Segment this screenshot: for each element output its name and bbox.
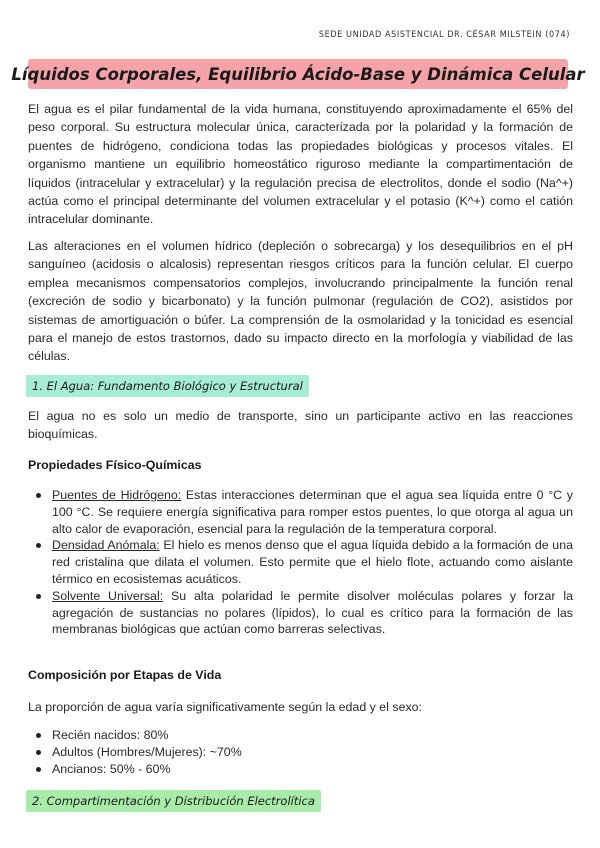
title-banner xyxy=(11,59,585,89)
document-title: Líquidos Corporales, Equilibrio Ácido-Base y Dinámica Celular xyxy=(11,64,585,84)
composition-item: Adultos (Hombres/Mujeres): ~70% xyxy=(52,744,242,759)
bullet-icon xyxy=(36,594,41,599)
list-item xyxy=(28,727,573,744)
section-1-intro: El agua no es solo un medio de transporte, sino un participante activo en las reacciones bioquímicas. xyxy=(28,409,573,442)
composition-item: Ancianos: 50% - 60% xyxy=(52,761,171,776)
property-term: Puentes de Hidrógeno: xyxy=(52,488,182,502)
list-item xyxy=(28,487,573,537)
property-term: Densidad Anómala: xyxy=(52,538,160,553)
bullet-icon xyxy=(36,543,41,548)
section-2-heading-text: 2. Compartimentación y Distribución Electrolítica xyxy=(32,794,315,808)
section-1-heading xyxy=(26,375,309,397)
bullet-icon xyxy=(36,733,41,738)
composition-item: Recién nacidos: 80% xyxy=(52,728,169,742)
list-item xyxy=(28,537,573,587)
bullet-icon xyxy=(36,493,41,498)
bullet-icon xyxy=(36,750,41,755)
property-text: El hielo es menos denso que el agua líquida debido a la formación de una red cristalina que dilata el volumen. Esto permite que el hielo flote, actuando como aislante térmico en ecosistemas acuáticos. xyxy=(52,538,573,586)
property-term: Solvente Universal: xyxy=(52,588,164,603)
properties-list xyxy=(28,487,573,638)
intro-paragraph-1: El agua es el pilar fundamental de la vida humana, constituyendo aproximadamente el 65% del peso corporal. Su estructura molecular única, caracterizada por la polaridad y la formación de puentes de hidrógeno, condiciona todas las propiedades biológicas y procesos vitales. El organismo mantiene un equilibrio homeostático riguroso mediante la compartimentación de líquidos (intracelular y extracelular) y la regulación precisa de electrolitos, donde el sodio (Na^+) actúa como el principal determinante del volumen extracelular y el potasio (K^+) como el catión intracelular dominante. xyxy=(28,102,573,227)
institution-header: SEDE UNIDAD ASISTENCIAL DR. CÉSAR MILSTEIN (074) xyxy=(318,30,570,40)
composition-heading: Composición por Etapas de Vida xyxy=(28,668,222,682)
property-text: Estas interacciones determinan que el agua sea líquida entre 0 °C y 100 °C. Se requiere energía significativa para romper estos puentes, lo que otorga al agua un alto calor de evaporación, esencial para la regulación de la temperatura corporal. xyxy=(52,488,573,536)
property-text: Su alta polaridad le permite disolver moléculas polares y forzar la agregación de sustancias no polares (lípidos), lo cual es crítico para la formación de las membranas biológicas que actúan como barreras selectivas. xyxy=(52,588,573,637)
section-1-heading-text: 1. El Agua: Fundamento Biológico y Estructural xyxy=(32,379,303,393)
list-item xyxy=(28,761,573,778)
properties-heading: Propiedades Físico-Químicas xyxy=(28,458,202,472)
intro-paragraph-2: Las alteraciones en el volumen hídrico (depleción o sobrecarga) y los desequilibrios en el pH sanguíneo (acidosis o alcalosis) representan riesgos críticos para la función celular. El cuerpo emplea mecanismos compensatorios complejos, involucrando principalmente la función renal (excreción de sodio y bicarbonato) y la función pulmonar (regulación de CO2), asistidos por sistemas de amortiguación o búfer. La comprensión de la osmolaridad y la tonicidad es esencial para el manejo de estos trastornos, dado su impacto directo en la morfología y viabilidad de las células. xyxy=(28,239,573,364)
bullet-icon xyxy=(36,767,41,772)
section-2-heading xyxy=(26,790,321,812)
composition-list xyxy=(28,727,573,777)
list-item xyxy=(28,744,573,761)
list-item xyxy=(28,588,573,638)
composition-intro: La proporción de agua varía significativamente según la edad y el sexo: xyxy=(28,700,422,714)
